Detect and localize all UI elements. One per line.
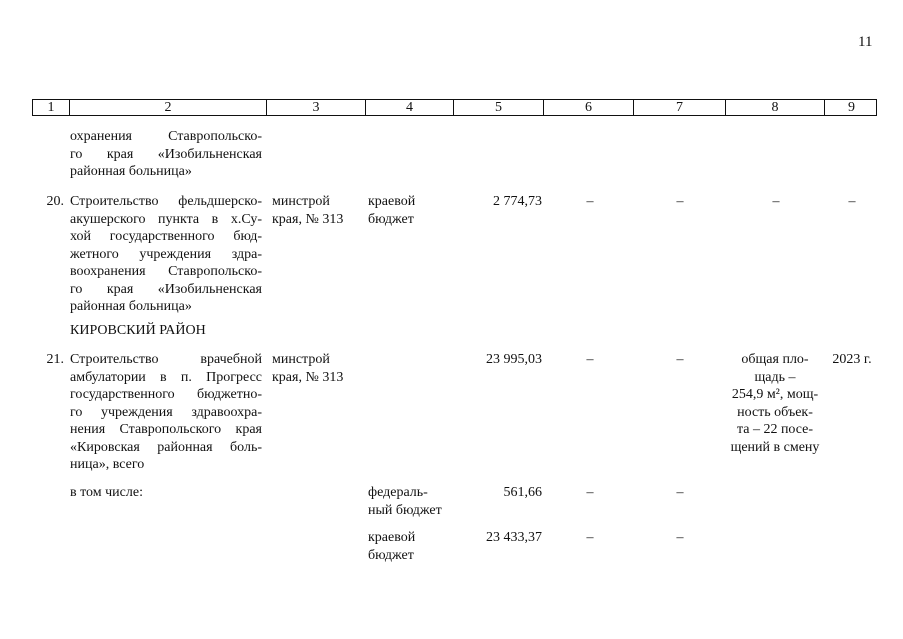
row20-name-line: хой государственного бюд- [70, 229, 262, 244]
row21-amount: 23 995,03 [486, 352, 542, 367]
row20-source-line: краевой [368, 194, 416, 209]
federal-col7: – [676, 485, 684, 500]
header-col-7: 7 [634, 100, 726, 115]
federal-amount: 561,66 [503, 485, 542, 500]
continuation-text [70, 128, 262, 181]
row20-number: 20. [46, 194, 64, 209]
row21-col8-line: та – 22 посе- [736, 422, 814, 437]
federal-source-line: федераль- [368, 485, 428, 500]
header-col-9: 9 [848, 100, 855, 115]
regional-col6: – [586, 530, 594, 545]
row21-col7: – [676, 352, 684, 367]
row20-authority-line: края, № 313 [272, 211, 344, 227]
row21-name-line: Строительство врачебной [70, 352, 262, 367]
continuation-line: охранения Ставропольско- [70, 129, 262, 144]
header-col-8: 8 [726, 100, 825, 115]
row21-col8-line: щадь – [754, 369, 796, 385]
row21-col8-line: 254,9 м², мощ- [731, 387, 819, 402]
row21-col8-line: щений в смену [730, 439, 820, 455]
row21-name-line: го учреждения здравоохра- [70, 404, 262, 420]
row21-name [70, 351, 262, 474]
header-col-2: 2 [70, 100, 267, 115]
row20-col6: – [586, 194, 594, 209]
regional-source-line: бюджет [368, 547, 414, 563]
row20-source [368, 193, 458, 228]
row21-col6: – [586, 352, 594, 367]
row20-name-line: районная больница» [70, 299, 192, 314]
page-number: 11 [858, 34, 873, 50]
row21-col8-line: общая пло- [741, 352, 809, 367]
row21-col9: 2023 г. [832, 352, 872, 367]
row21-authority-line: минстрой [272, 352, 330, 367]
continuation-line: го края «Изобильненская [70, 146, 262, 162]
row21-name-line: нения Ставропольского края [70, 422, 262, 437]
row21-name-line: амбулатории в п. Прогресс [70, 369, 262, 385]
header-col-6: 6 [544, 100, 634, 115]
row20-authority [272, 193, 362, 228]
row21-number: 21. [46, 352, 64, 367]
row20-name-line: Строительство фельдшерско- [70, 194, 262, 209]
header-col-3: 3 [267, 100, 366, 115]
row21-col8-line: ность объек- [737, 404, 813, 420]
row20-col7: – [676, 194, 684, 209]
row21-authority [272, 351, 362, 386]
row20-name [70, 193, 262, 316]
row20-authority-line: минстрой [272, 194, 330, 209]
regional-source [368, 529, 458, 564]
continuation-line: районная больница» [70, 164, 192, 179]
regional-col7: – [676, 530, 684, 545]
including-label: в том числе: [70, 485, 143, 500]
federal-source-line: ный бюджет [368, 502, 442, 518]
header-col-5: 5 [454, 100, 544, 115]
row20-name-line: жетного учреждения здра- [70, 246, 262, 262]
federal-source [368, 484, 458, 519]
row20-amount: 2 774,73 [493, 194, 542, 209]
row20-name-line: акушерского пункта в х.Су- [70, 211, 262, 227]
row21-name-line: «Кировская районная боль- [70, 439, 262, 455]
regional-source-line: краевой [368, 530, 416, 545]
row21-name-line: ница», всего [70, 457, 145, 472]
row20-source-line: бюджет [368, 211, 414, 227]
header-col-1: 1 [33, 100, 70, 115]
header-col-4: 4 [366, 100, 454, 115]
row20-name-line: го края «Изобильненская [70, 281, 262, 297]
row20-col8: – [772, 194, 780, 209]
regional-amount: 23 433,37 [486, 530, 542, 545]
section-title: КИРОВСКИЙ РАЙОН [70, 323, 206, 338]
table-header-row [32, 99, 877, 116]
row20-name-line: воохранения Ставропольско- [70, 264, 262, 279]
row21-name-line: государственного бюджетно- [70, 387, 262, 402]
federal-col6: – [586, 485, 594, 500]
row21-authority-line: края, № 313 [272, 369, 344, 385]
row20-col9: – [848, 194, 856, 209]
row21-col8 [720, 351, 830, 456]
